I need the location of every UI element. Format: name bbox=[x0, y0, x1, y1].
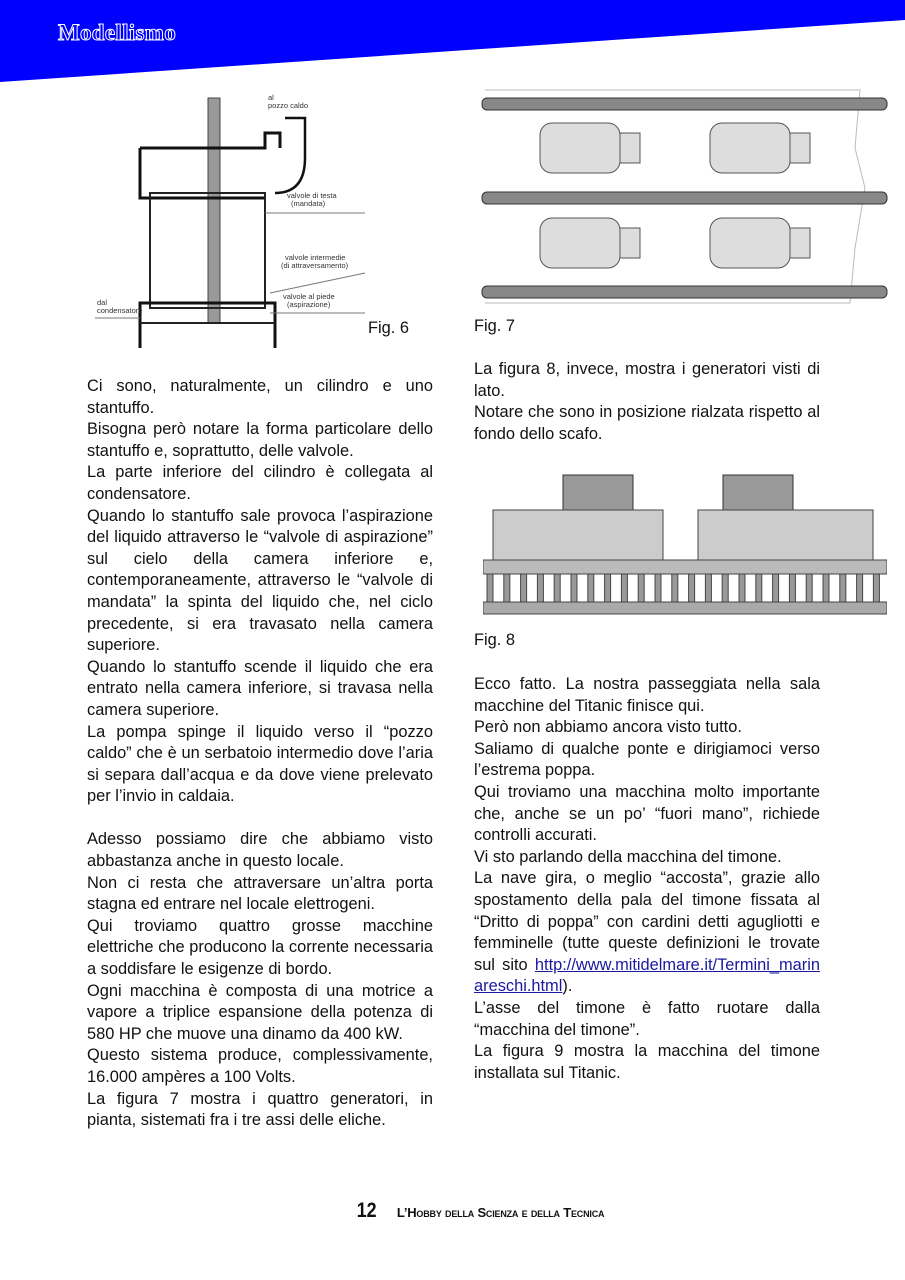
fig6-label: dal bbox=[97, 298, 108, 307]
paragraph: La pompa spinge il liquido verso il “pozzo caldo” che è un serbatoio intermedio dove l’aria si separa dall’acqua e da dove viene prelevato per l’invio in caldaia. bbox=[87, 722, 433, 806]
paragraph: Ogni macchina è composta di una motrice a vapore a triplice espansione della potenza di 580 HP che muove una dinamo da 400 kW. bbox=[87, 981, 433, 1043]
frame-post bbox=[672, 574, 678, 602]
frame-post bbox=[504, 574, 510, 602]
frame-post bbox=[705, 574, 711, 602]
frame-post bbox=[537, 574, 543, 602]
fig6-label: pozzo caldo bbox=[268, 101, 309, 110]
section-title: Modellismo bbox=[58, 20, 176, 45]
paragraph: Notare che sono in posizione rialzata rispetto al fondo dello scafo. bbox=[474, 403, 820, 443]
fig6-label: condensatore bbox=[97, 306, 143, 315]
frame-post bbox=[655, 574, 661, 602]
paragraph: Vi sto parlando della macchina del timone. bbox=[474, 847, 782, 866]
right-column-bottom bbox=[474, 674, 820, 1084]
left-column bbox=[87, 376, 433, 1132]
paragraph: L’asse del timone è fatto ruotare dalla “macchina del timone”. bbox=[474, 998, 820, 1039]
paragraph: Saliamo di qualche ponte e dirigiamoci verso l’estrema poppa. bbox=[474, 739, 820, 780]
frame-post bbox=[873, 574, 879, 602]
fig6-label: valvole al piede bbox=[283, 292, 335, 301]
frame-post bbox=[554, 574, 560, 602]
paragraph: Questo sistema produce, complessivamente, 16.000 ampères a 100 Volts. bbox=[87, 1046, 433, 1086]
frame-post bbox=[722, 574, 728, 602]
paragraph: Qui troviamo una macchina molto importante che, anche se un po’ “fuori mano”, richiede controlli accurati. bbox=[474, 782, 820, 845]
paragraph: La figura 9 mostra la macchina del timone installata sul Titanic. bbox=[474, 1042, 820, 1082]
frame-post bbox=[806, 574, 812, 602]
frame-post bbox=[840, 574, 846, 602]
paragraph: Quando lo stantuffo scende il liquido che era entrato nella camera inferiore, si travasa nella camera superiore. bbox=[87, 657, 433, 719]
fig6-label: (mandata) bbox=[291, 199, 326, 208]
fig6-label: al bbox=[268, 93, 274, 102]
frame-post bbox=[823, 574, 829, 602]
fig6-caption: Fig. 6 bbox=[368, 319, 409, 337]
frame-post bbox=[487, 574, 493, 602]
right-column-top bbox=[474, 359, 820, 445]
frame-post bbox=[857, 574, 863, 602]
footer bbox=[355, 1199, 604, 1223]
paragraph: Ecco fatto. La nostra passeggiata nella sala macchine del Titanic finisce qui. bbox=[474, 675, 820, 715]
fig7-generators-plan bbox=[480, 88, 890, 310]
paragraph: La figura 7 mostra i quattro generatori, in pianta, sistemati fra i tre assi delle eliche. bbox=[87, 1089, 433, 1130]
fig6-label: (aspirazione) bbox=[287, 300, 331, 309]
page-number: 12 bbox=[356, 1199, 377, 1222]
paragraph: Qui troviamo quattro grosse macchine elettriche che producono la corrente necessaria a soddisfare le esigenze di bordo. bbox=[87, 916, 433, 979]
fig7-caption: Fig. 7 bbox=[474, 317, 515, 335]
fig8-caption: Fig. 8 bbox=[474, 631, 515, 649]
fig6-label: valvole di testa bbox=[287, 191, 337, 200]
paragraph: Ci sono, naturalmente, un cilindro e uno stantuffo. bbox=[87, 377, 433, 417]
paragraph: Non ci resta che attraversare un’altra porta stagna ed entrare nel locale elettrogeni. bbox=[87, 873, 433, 914]
frame-post bbox=[571, 574, 577, 602]
text: La nave gira, o meglio “accosta”, grazie allo spostamento della pala del timone fissata al “Dritto di poppa” con cardini detti agugliotti e femminelle (tutte queste definizioni le trovate sul sito bbox=[474, 869, 820, 974]
paragraph: Però non abbiamo ancora visto tutto. bbox=[474, 718, 742, 737]
paragraph: La figura 8, invece, mostra i generatori visti di lato. bbox=[474, 360, 820, 400]
frame-post bbox=[756, 574, 762, 602]
paragraph: Adesso possiamo dire che abbiamo visto abbastanza anche in questo locale. bbox=[87, 830, 433, 871]
paragraph: La parte inferiore del cilindro è collegata al condensatore. bbox=[87, 463, 433, 503]
magazine-title: L’Hobby della Scienza e della Tecnica bbox=[396, 1205, 605, 1220]
frame-post bbox=[605, 574, 611, 602]
fig6-label: valvole intermedie bbox=[285, 253, 346, 262]
frame-post bbox=[521, 574, 527, 602]
paragraph: Quando lo stantuffo sale provoca l’aspirazione del liquido attraverso le “valvole di aspirazione” sul cielo della camera inferiore e, contemporaneamente, attraverso le “valvole di mandata” la spinta del liquido che, nel ciclo precedente, si era travasato nella camera superiore. bbox=[87, 506, 433, 655]
paragraph: Bisogna però notare la forma particolare dello stantuffo e, soprattutto, delle valvole. bbox=[87, 420, 433, 460]
paragraph-gap bbox=[87, 808, 433, 830]
fig6-pump-diagram bbox=[95, 88, 375, 348]
frame-post bbox=[638, 574, 644, 602]
frame-post bbox=[739, 574, 745, 602]
website-link[interactable]: http://www.mitidelmare.it/Termini_marinareschi.html bbox=[474, 955, 820, 996]
text: ). bbox=[562, 977, 573, 996]
paragraph-with-link bbox=[474, 868, 820, 998]
fig6-label: (di attraversamento) bbox=[281, 261, 349, 270]
fig8-generators-side bbox=[483, 470, 887, 616]
frame-post bbox=[621, 574, 627, 602]
frame-post bbox=[689, 574, 695, 602]
frame-post bbox=[773, 574, 779, 602]
frame-post bbox=[789, 574, 795, 602]
frame-post bbox=[588, 574, 594, 602]
